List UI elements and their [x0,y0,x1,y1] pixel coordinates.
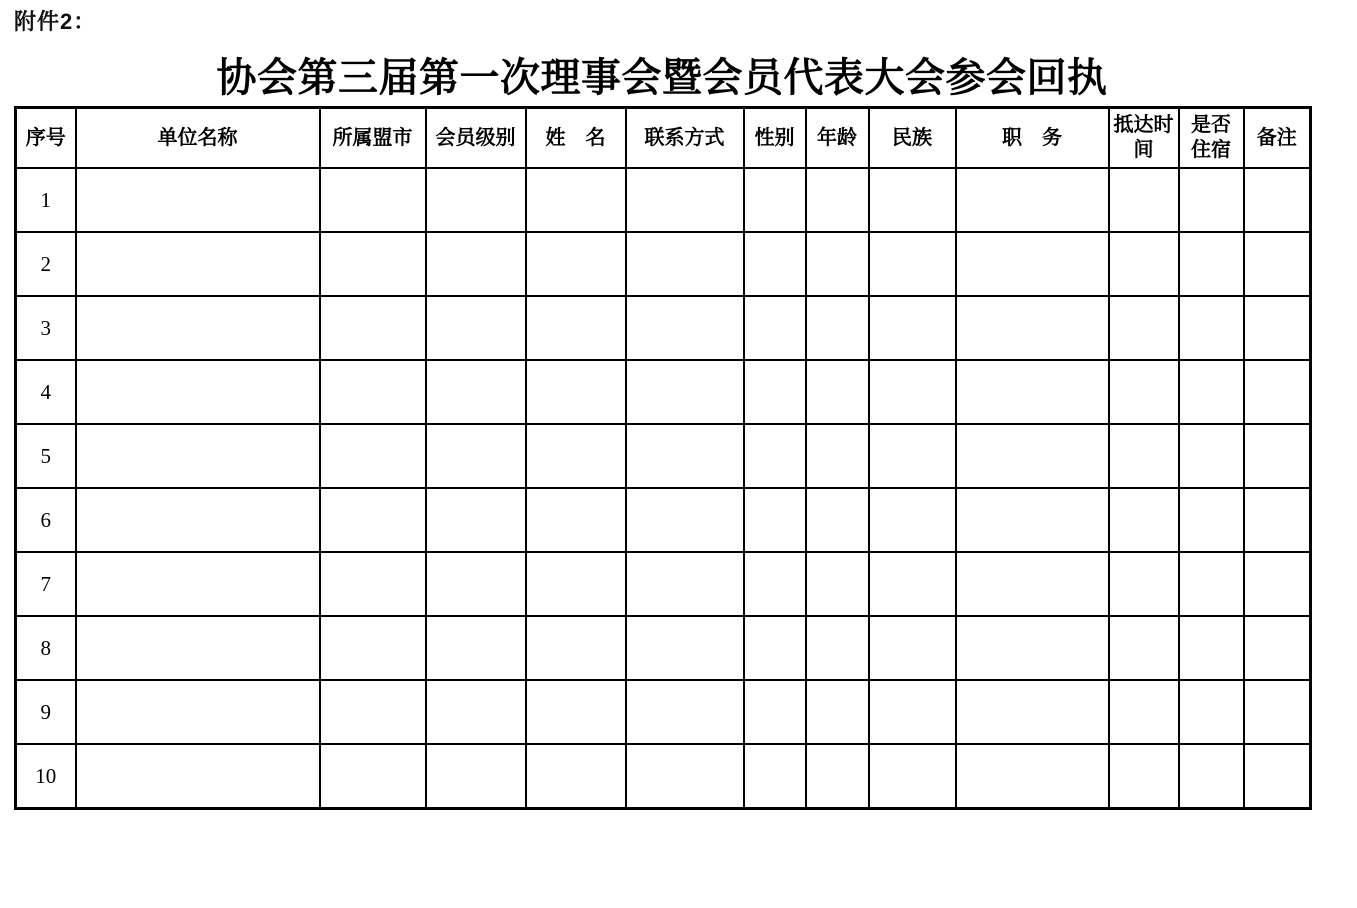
empty-form-cell [526,296,626,360]
empty-form-cell [744,232,806,296]
column-header-gender: 性别 [744,108,806,169]
column-header-position: 职 务 [956,108,1109,169]
empty-form-cell [320,680,426,744]
empty-form-cell [1109,168,1179,232]
empty-form-cell [1179,360,1244,424]
empty-form-cell [320,424,426,488]
empty-form-cell [426,744,526,809]
empty-form-cell [426,168,526,232]
empty-form-cell [320,296,426,360]
empty-form-cell [744,744,806,809]
empty-form-cell [526,424,626,488]
table-header-row [16,108,1311,169]
empty-form-cell [956,168,1109,232]
empty-form-cell [1179,232,1244,296]
empty-form-cell [76,424,320,488]
empty-form-cell [869,616,956,680]
column-header-lodging: 是否住宿 [1179,108,1244,169]
empty-form-cell [526,360,626,424]
empty-form-cell [1179,616,1244,680]
empty-form-cell [806,488,869,552]
empty-form-cell [76,552,320,616]
empty-form-cell [426,488,526,552]
empty-form-cell [426,616,526,680]
empty-form-cell [1109,296,1179,360]
empty-form-cell [869,168,956,232]
empty-form-cell [1244,552,1311,616]
empty-form-cell [1244,296,1311,360]
empty-form-cell [1179,680,1244,744]
empty-form-cell [744,168,806,232]
empty-form-cell [626,360,744,424]
empty-form-cell [1179,168,1244,232]
row-number-cell: 1 [16,168,76,232]
column-header-age: 年龄 [806,108,869,169]
empty-form-cell [1244,744,1311,809]
empty-form-cell [956,360,1109,424]
empty-form-cell [76,744,320,809]
empty-form-cell [869,360,956,424]
empty-form-cell [526,616,626,680]
empty-form-cell [1109,424,1179,488]
row-number-cell: 6 [16,488,76,552]
empty-form-cell [1244,680,1311,744]
row-number-cell: 8 [16,616,76,680]
empty-form-cell [1109,680,1179,744]
table-row [16,232,1311,296]
empty-form-cell [426,680,526,744]
table-body [16,168,1311,809]
empty-form-cell [320,360,426,424]
empty-form-cell [626,424,744,488]
row-number-cell: 4 [16,360,76,424]
empty-form-cell [1109,488,1179,552]
empty-form-cell [76,232,320,296]
empty-form-cell [626,232,744,296]
empty-form-cell [744,680,806,744]
column-header-member-level: 会员级别 [426,108,526,169]
attachment-label: 附件2： [14,9,97,34]
empty-form-cell [806,296,869,360]
table-row [16,168,1311,232]
empty-form-cell [1109,232,1179,296]
empty-form-cell [320,616,426,680]
row-number-cell: 10 [16,744,76,809]
column-header-remarks: 备注 [1244,108,1311,169]
empty-form-cell [744,360,806,424]
empty-form-cell [1109,744,1179,809]
empty-form-cell [956,552,1109,616]
empty-form-cell [744,296,806,360]
row-number-cell: 7 [16,552,76,616]
empty-form-cell [1244,424,1311,488]
column-header-index: 序号 [16,108,76,169]
empty-form-cell [1179,552,1244,616]
empty-form-cell [744,424,806,488]
empty-form-cell [956,616,1109,680]
attendance-return-table [14,106,1312,810]
empty-form-cell [956,232,1109,296]
empty-form-cell [76,616,320,680]
empty-form-cell [626,488,744,552]
empty-form-cell [526,744,626,809]
empty-form-cell [76,360,320,424]
empty-form-cell [76,680,320,744]
column-header-contact: 联系方式 [626,108,744,169]
empty-form-cell [1244,232,1311,296]
empty-form-cell [956,680,1109,744]
empty-form-cell [1179,296,1244,360]
empty-form-cell [76,296,320,360]
empty-form-cell [426,296,526,360]
row-number-cell: 3 [16,296,76,360]
empty-form-cell [1244,488,1311,552]
empty-form-cell [1179,424,1244,488]
empty-form-cell [956,296,1109,360]
empty-form-cell [526,488,626,552]
table-row [16,488,1311,552]
table-row [16,552,1311,616]
table-row [16,680,1311,744]
column-header-league-city: 所属盟市 [320,108,426,169]
empty-form-cell [320,552,426,616]
column-header-arrival-time: 抵达时间 [1109,108,1179,169]
row-number-cell: 5 [16,424,76,488]
column-header-ethnicity: 民族 [869,108,956,169]
table-row [16,424,1311,488]
table-row [16,744,1311,809]
empty-form-cell [626,616,744,680]
empty-form-cell [626,680,744,744]
empty-form-cell [626,552,744,616]
empty-form-cell [869,232,956,296]
empty-form-cell [869,680,956,744]
empty-form-cell [320,488,426,552]
empty-form-cell [626,296,744,360]
empty-form-cell [76,488,320,552]
empty-form-cell [1179,488,1244,552]
empty-form-cell [526,680,626,744]
row-number-cell: 9 [16,680,76,744]
empty-form-cell [806,680,869,744]
empty-form-cell [806,552,869,616]
empty-form-cell [426,424,526,488]
empty-form-cell [806,424,869,488]
empty-form-cell [869,488,956,552]
empty-form-cell [320,744,426,809]
empty-form-cell [526,168,626,232]
empty-form-cell [744,488,806,552]
empty-form-cell [806,616,869,680]
empty-form-cell [806,232,869,296]
empty-form-cell [76,168,320,232]
empty-form-cell [806,360,869,424]
empty-form-cell [426,552,526,616]
row-number-cell: 2 [16,232,76,296]
empty-form-cell [1244,360,1311,424]
table-row [16,360,1311,424]
empty-form-cell [626,744,744,809]
empty-form-cell [426,232,526,296]
empty-form-cell [320,232,426,296]
empty-form-cell [956,424,1109,488]
empty-form-cell [1244,616,1311,680]
empty-form-cell [1109,616,1179,680]
empty-form-cell [526,552,626,616]
empty-form-cell [869,552,956,616]
empty-form-cell [1244,168,1311,232]
empty-form-cell [869,296,956,360]
empty-form-cell [526,232,626,296]
empty-form-cell [1179,744,1244,809]
empty-form-cell [869,744,956,809]
table-row [16,296,1311,360]
empty-form-cell [744,616,806,680]
empty-form-cell [626,168,744,232]
empty-form-cell [1109,552,1179,616]
column-header-unit-name: 单位名称 [76,108,320,169]
empty-form-cell [806,744,869,809]
empty-form-cell [869,424,956,488]
page-title: 协会第三届第一次理事会暨会员代表大会参会回执 [216,55,1108,100]
empty-form-cell [426,360,526,424]
empty-form-cell [744,552,806,616]
empty-form-cell [956,744,1109,809]
column-header-name: 姓 名 [526,108,626,169]
empty-form-cell [320,168,426,232]
empty-form-cell [806,168,869,232]
empty-form-cell [1109,360,1179,424]
table-row [16,616,1311,680]
empty-form-cell [956,488,1109,552]
